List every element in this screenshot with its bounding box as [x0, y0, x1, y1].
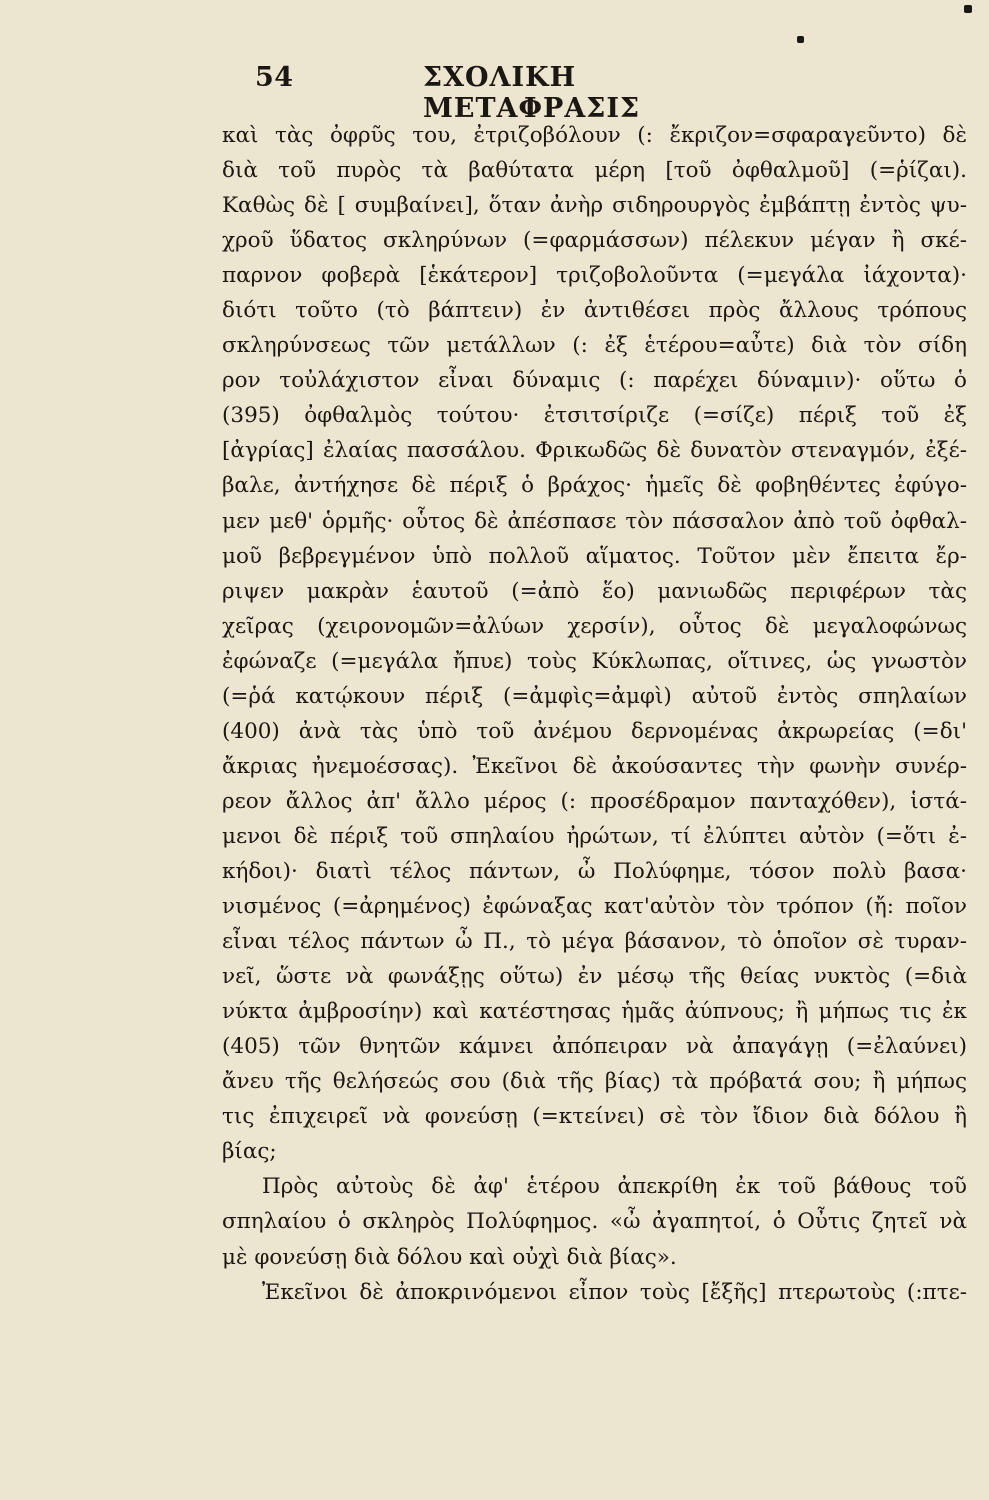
- text-line: νύκτα ἀμβροσίην) καὶ κατέστησας ἡμᾶς ἀύπνους; ἢ μήπως τις ἐκ: [222, 999, 967, 1025]
- page-number: 54: [255, 62, 294, 93]
- text-line: Καθὼς δὲ [ συμβαίνει], ὅταν ἀνὴρ σιδηρουργὸς ἐμβάπτῃ ἐντὸς ψυ-: [222, 193, 967, 219]
- text-line: διὰ τοῦ πυρὸς τὰ βαθύτατα μέρη [τοῦ ὀφθαλμοῦ] (=ῥίζαι).: [222, 158, 967, 184]
- text-line: ἄνευ τῆς θελήσεώς σου (διὰ τῆς βίας) τὰ πρόβατά σου; ἢ μήπως: [222, 1069, 967, 1095]
- text-line: ἐφώναζε (=μεγάλα ἤπυε) τοὺς Κύκλωπας, οἵτινες, ὡς γνωστὸν: [222, 648, 967, 674]
- body-text: [222, 118, 967, 1310]
- text-line: εἶναι τέλος πάντων ὦ Π., τὸ μέγα βάσανον, τὸ ὁποῖον σὲ τυραν-: [222, 929, 967, 955]
- text-line: (395) ὀφθαλμὸς τούτου· ἐτσιτσίριζε (=σίζε) πέριξ τοῦ ἐξ: [222, 403, 967, 429]
- ink-speck: [797, 36, 804, 43]
- text-line: (=ῥά κατῴκουν πέριξ (=ἀμφὶς=ἀμφὶ) αὐτοῦ ἐντὸς σπηλαίων: [222, 683, 967, 709]
- text-line: (405) τῶν θνητῶν κάμνει ἀπόπειραν νὰ ἀπαγάγῃ (=ἐλαύνει): [222, 1034, 967, 1060]
- text-line: νισμένος (=ἀρημένος) ἐφώναξας κατ'αὐτὸν τὸν τρόπον (ἤ: ποῖον: [222, 894, 967, 920]
- text-line: παρνον φοβερὰ [ἑκάτερον] τριζοβολοῦντα (=μεγάλα ἰάχοντα)·: [222, 263, 967, 289]
- text-line: Πρὸς αὐτοὺς δὲ ἀφ' ἑτέρου ἀπεκρίθη ἐκ τοῦ βάθους τοῦ: [262, 1174, 967, 1200]
- text-line: καὶ τὰς ὀφρῦς του, ἐτριζοβόλουν (: ἔκριζον=σφαραγεῦντο) δὲ: [222, 123, 967, 148]
- text-line: βαλε, ἀντήχησε δὲ πέριξ ὁ βράχος· ἡμεῖς δὲ φοβηθέντες ἐφύγο-: [222, 473, 967, 499]
- text-line: τις ἐπιχειρεῖ νὰ φονεύσῃ (=κτείνει) σὲ τὸν ἴδιον διὰ δόλου ἢ: [222, 1104, 967, 1130]
- text-line: Ἐκεῖνοι δὲ ἀποκρινόμενοι εἶπον τοὺς [ἔξῆς] πτερωτοὺς (:πτε-: [262, 1279, 967, 1305]
- text-line: ρεον ἄλλος ἀπ' ἄλλο μέρος (: προσέδραμον πανταχόθεν), ἱστά-: [222, 788, 967, 814]
- text-line: μεν μεθ' ὁρμῆς· οὗτος δὲ ἀπέσπασε τὸν πάσσαλον ἀπὸ τοῦ ὀφθαλ-: [222, 508, 967, 534]
- text-line: μοῦ βεβρεγμένον ὑπὸ πολλοῦ αἵματος. Τοῦτον μὲν ἔπειτα ἔρ-: [222, 543, 967, 569]
- running-title: ΣΧΟΛΙΚΗ ΜΕΤΑΦΡΑΣΙΣ: [423, 62, 641, 124]
- text-line: κήδοι)· διατὶ τέλος πάντων, ὦ Πολύφημε, τόσον πολὺ βασα·: [222, 858, 967, 884]
- text-line: μενοι δὲ πέριξ τοῦ σπηλαίου ἠρώτων, τί ἐλύπτει αὐτὸν (=ὅτι ἐ-: [222, 823, 967, 849]
- text-line: διότι τοῦτο (τὸ βάπτειν) ἐν ἀντιθέσει πρὸς ἄλλους τρόπους: [222, 298, 967, 324]
- text-line: χροῦ ὕδατος σκληρύνων (=φαρμάσσων) πέλεκυν μέγαν ἢ σκέ-: [222, 228, 967, 254]
- text-line: [ἀγρίας] ἐλαίας πασσάλου. Φρικωδῶς δὲ δυνατὸν στεναγμόν, ἐξέ-: [222, 438, 967, 464]
- text-line: χεῖρας (χειρονομῶν=ἀλύων χερσίν), οὗτος δὲ μεγαλοφώνως: [222, 613, 967, 639]
- text-line: ριψεν μακρὰν ἑαυτοῦ (=ἀπὸ ἕο) μανιωδῶς περιφέρων τὰς: [222, 578, 967, 604]
- text-line: σπηλαίου ὁ σκληρὸς Πολύφημος. «ὦ ἀγαπητοί, ὁ Οὖτις ζητεῖ νὰ: [222, 1209, 967, 1235]
- text-line: βίας;: [222, 1139, 277, 1165]
- ink-speck: [964, 5, 972, 13]
- text-line: (400) ἀνὰ τὰς ὑπὸ τοῦ ἀνέμου δερνομένας ἀκρωρείας (=δι': [222, 718, 967, 744]
- text-line: νεῖ, ὥστε νὰ φωνάξῃς οὕτω) ἐν μέσῳ τῆς θείας νυκτὸς (=διὰ: [222, 964, 967, 990]
- text-line: ἄκριας ἠνεμοέσσας). Ἐκεῖνοι δὲ ἀκούσαντες τὴν φωνὴν συνέρ-: [222, 753, 967, 779]
- text-line: μὲ φονεύσῃ διὰ δόλου καὶ οὐχὶ διὰ βίας».: [222, 1244, 677, 1270]
- page-header: [255, 62, 795, 124]
- text-line: ρον τοὐλάχιστον εἶναι δύναμις (: παρέχει δύναμιν)· οὕτω ὁ: [222, 368, 967, 394]
- text-line: σκληρύνσεως τῶν μετάλλων (: ἐξ ἑτέρου=αὖτε) διὰ τὸν σίδη: [222, 333, 967, 359]
